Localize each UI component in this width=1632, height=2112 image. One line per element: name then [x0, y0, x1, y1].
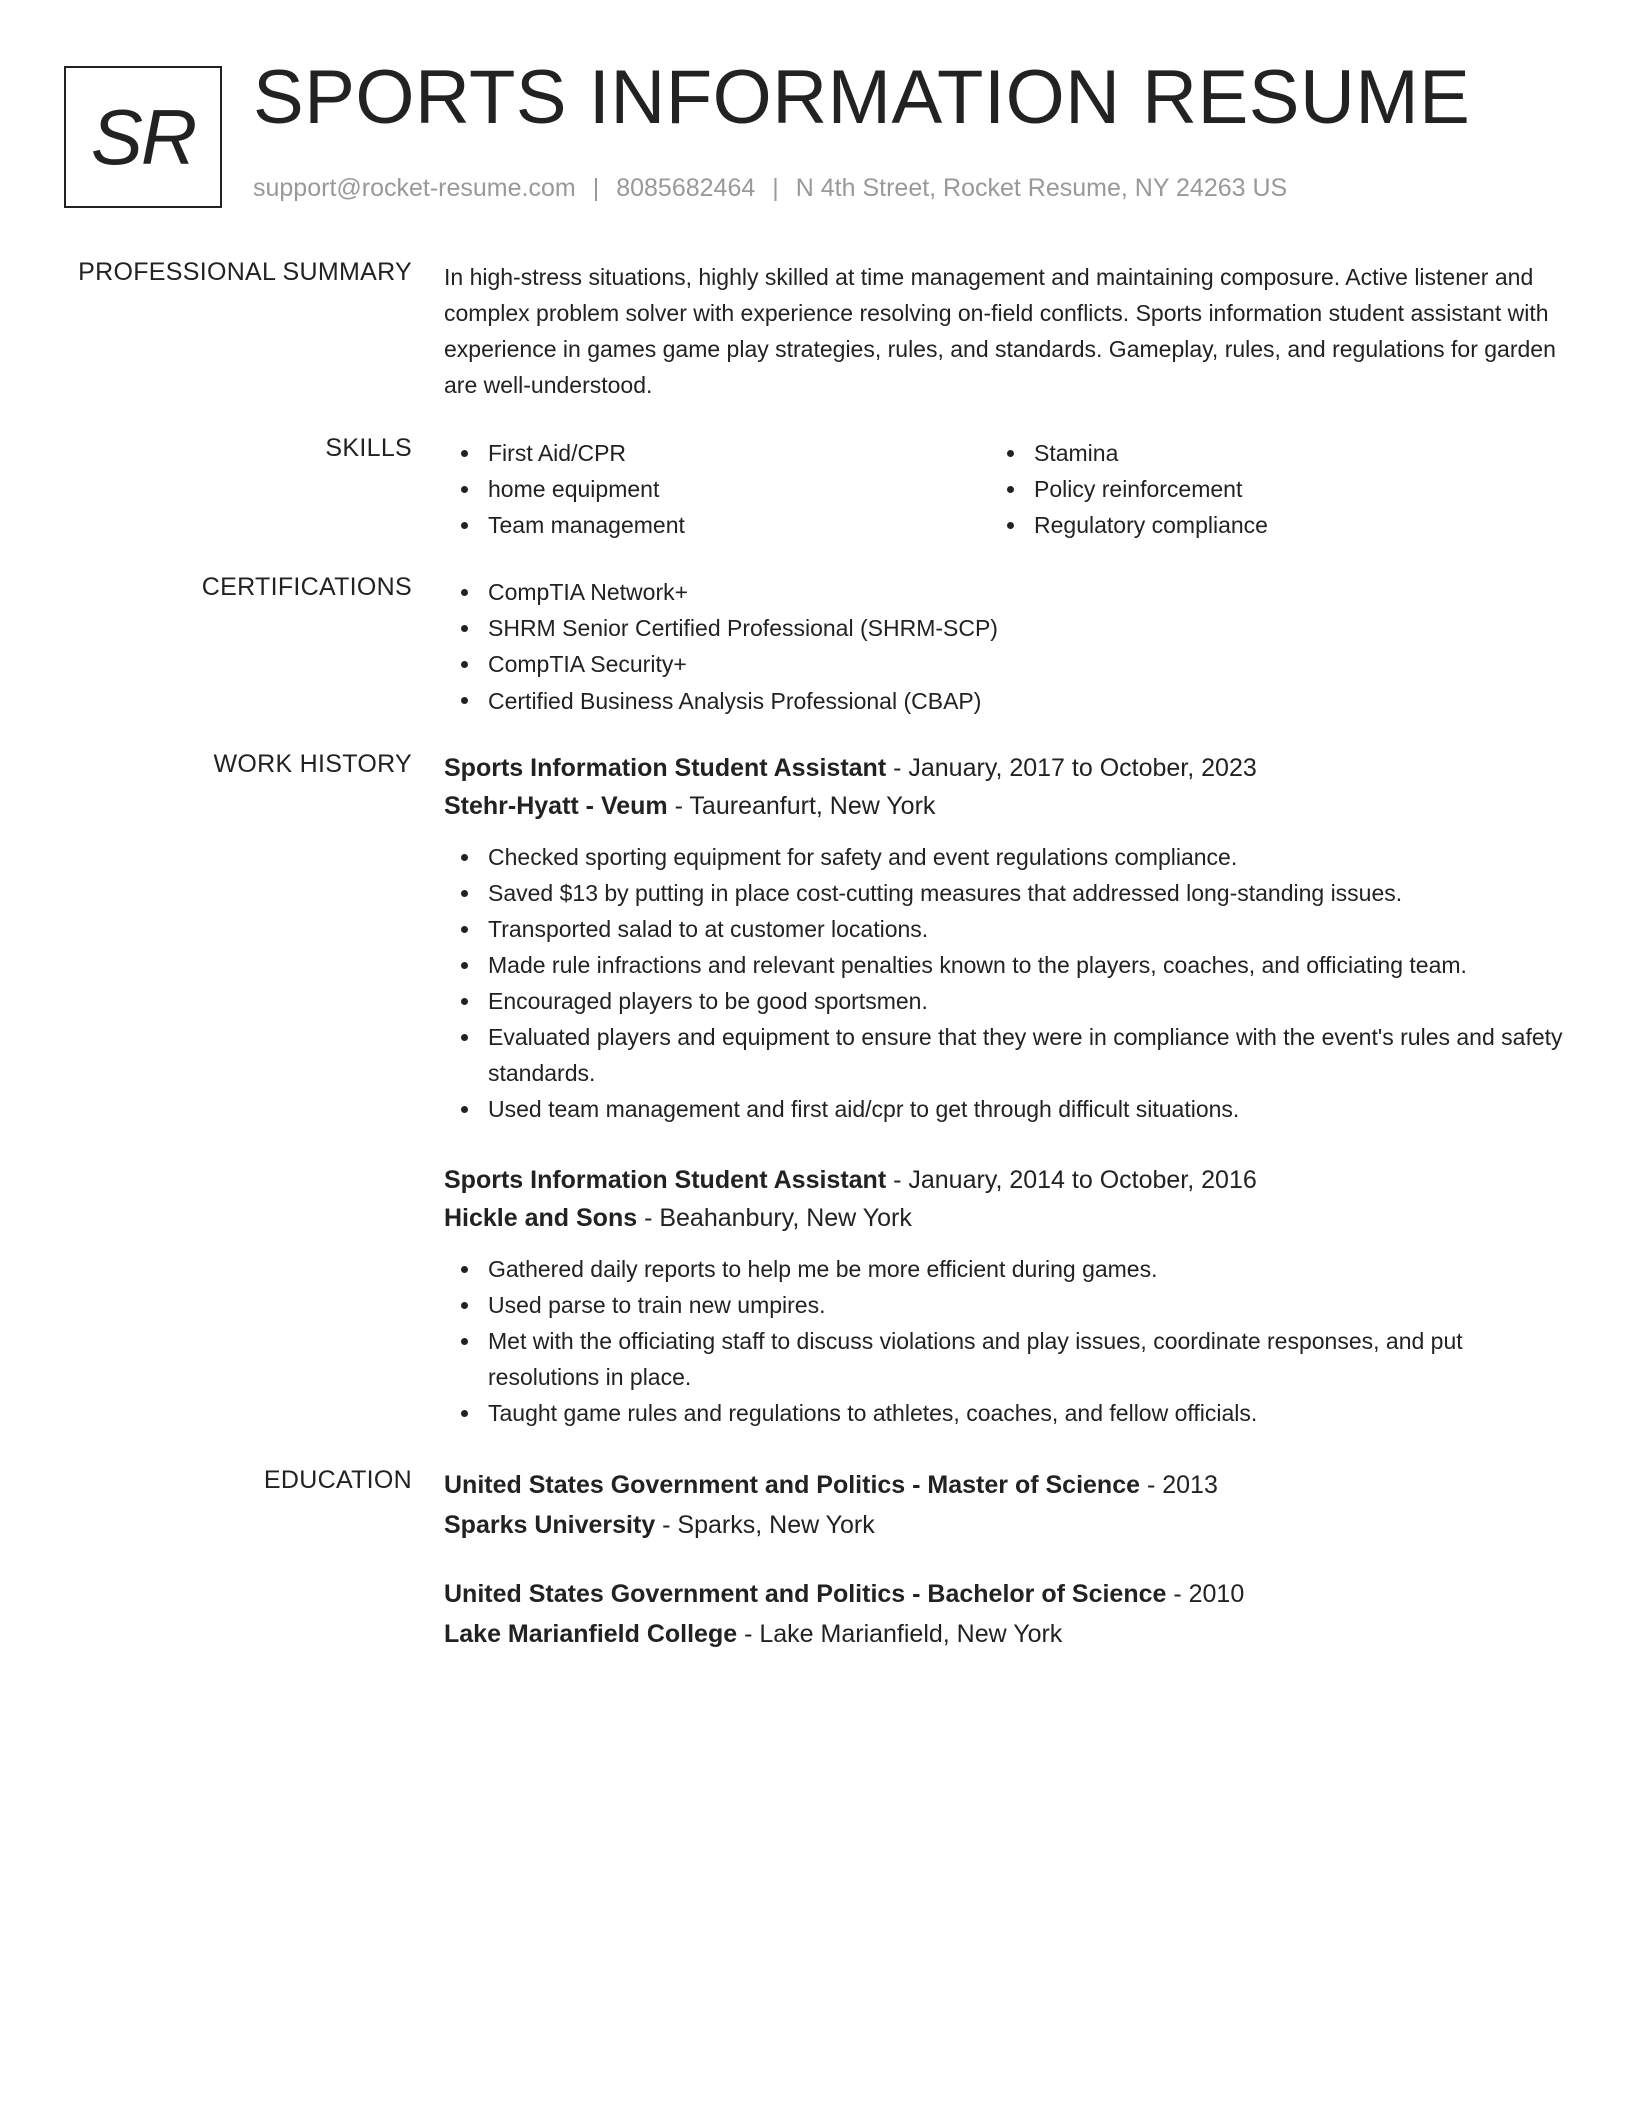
- contact-email[interactable]: support@rocket-resume.com: [253, 174, 576, 202]
- job-dates: - January, 2014 to October, 2016: [886, 1166, 1257, 1194]
- school-location: - Sparks, New York: [655, 1511, 875, 1539]
- duty-item: Transported salad to at customer locations.: [444, 911, 1574, 947]
- job-company-line: [444, 1199, 1574, 1237]
- job-entry: [444, 1161, 1574, 1431]
- skills-column-2: [990, 435, 1536, 543]
- resume-title: SPORTS INFORMATION RESUME: [253, 55, 1471, 140]
- skills-column-1: [444, 435, 990, 543]
- duty-item: Made rule infractions and relevant penalties known to the players, coaches, and officiating team.: [444, 947, 1574, 983]
- job-title-line: [444, 749, 1574, 787]
- duty-item: Taught game rules and regulations to athletes, coaches, and fellow officials.: [444, 1395, 1574, 1431]
- section-heading-education: EDUCATION: [263, 1466, 412, 1494]
- certification-item: CompTIA Network+: [444, 574, 1574, 610]
- job-title: Sports Information Student Assistant: [444, 754, 887, 782]
- job-location: - Taureanfurt, New York: [667, 792, 936, 820]
- certifications-list: [444, 574, 1574, 720]
- skill-item: Stamina: [990, 435, 1536, 471]
- section-heading-summary: PROFESSIONAL SUMMARY: [78, 258, 412, 286]
- duty-item: Checked sporting equipment for safety and event regulations compliance.: [444, 839, 1574, 875]
- education-entry: [444, 1574, 1574, 1654]
- contact-address: N 4th Street, Rocket Resume, NY 24263 US: [795, 174, 1288, 202]
- degree-line: [444, 1574, 1574, 1614]
- school-name: Sparks University: [444, 1511, 656, 1539]
- monogram-initials: SR: [90, 92, 196, 181]
- school-line: [444, 1614, 1574, 1654]
- job-company: Hickle and Sons: [444, 1204, 638, 1232]
- education-entry: [444, 1465, 1574, 1545]
- job-duties: [444, 839, 1574, 1127]
- job-title-line: [444, 1161, 1574, 1199]
- certification-item: Certified Business Analysis Professional (CBAP): [444, 682, 1574, 720]
- degree-year: - 2013: [1140, 1471, 1218, 1499]
- skill-item: Policy reinforcement: [990, 471, 1536, 507]
- skill-item: Team management: [444, 507, 990, 543]
- school-name: Lake Marianfield College: [444, 1620, 738, 1648]
- duty-item: Gathered daily reports to help me be more efficient during games.: [444, 1251, 1574, 1287]
- degree-line: [444, 1465, 1574, 1505]
- degree-name: United States Government and Politics - Bachelor of Science: [444, 1580, 1167, 1608]
- job-location: - Beahanbury, New York: [637, 1204, 912, 1232]
- degree-name: United States Government and Politics - Master of Science: [444, 1471, 1141, 1499]
- duty-item: Met with the officiating staff to discuss violations and play issues, coordinate responses, and put resolutions in place.: [444, 1323, 1574, 1395]
- contact-separator: |: [772, 174, 779, 202]
- duty-item: Used team management and first aid/cpr to get through difficult situations.: [444, 1091, 1574, 1127]
- school-location: - Lake Marianfield, New York: [737, 1620, 1063, 1648]
- skill-item: home equipment: [444, 471, 990, 507]
- school-line: [444, 1505, 1574, 1545]
- skill-item: First Aid/CPR: [444, 435, 990, 471]
- duty-item: Saved $13 by putting in place cost-cutting measures that addressed long-standing issues.: [444, 875, 1574, 911]
- contact-separator: |: [592, 174, 600, 202]
- summary-text: In high-stress situations, highly skilled at time management and maintaining composure. Active listener and complex problem solver with experience resolving on-field conflicts. Sports information student assistant with experience in games game play strategies, rules, and standards. Gameplay, rules, and regulations for garden are well-understood.: [444, 264, 1556, 398]
- section-heading-certifications: CERTIFICATIONS: [201, 573, 412, 601]
- section-heading-work-history: WORK HISTORY: [213, 750, 412, 778]
- job-dates: - January, 2017 to October, 2023: [886, 754, 1257, 782]
- duty-item: Encouraged players to be good sportsmen.: [444, 983, 1574, 1019]
- job-company-line: [444, 787, 1574, 825]
- job-title: Sports Information Student Assistant: [444, 1166, 887, 1194]
- job-entry: [444, 749, 1574, 1127]
- degree-year: - 2010: [1166, 1580, 1245, 1608]
- skill-item: Regulatory compliance: [990, 507, 1536, 543]
- contact-phone[interactable]: 8085682464: [616, 174, 756, 202]
- job-company: Stehr-Hyatt - Veum: [444, 792, 668, 820]
- certification-item: CompTIA Security+: [444, 646, 1574, 682]
- duty-item: Used parse to train new umpires.: [444, 1287, 1574, 1323]
- duty-item: Evaluated players and equipment to ensure that they were in compliance with the event's rules and safety standards.: [444, 1019, 1574, 1091]
- monogram-box: [64, 66, 222, 208]
- section-heading-skills: SKILLS: [325, 434, 412, 462]
- job-duties: [444, 1251, 1574, 1431]
- contact-line: [253, 174, 1287, 203]
- certification-item: SHRM Senior Certified Professional (SHRM-SCP): [444, 610, 1574, 646]
